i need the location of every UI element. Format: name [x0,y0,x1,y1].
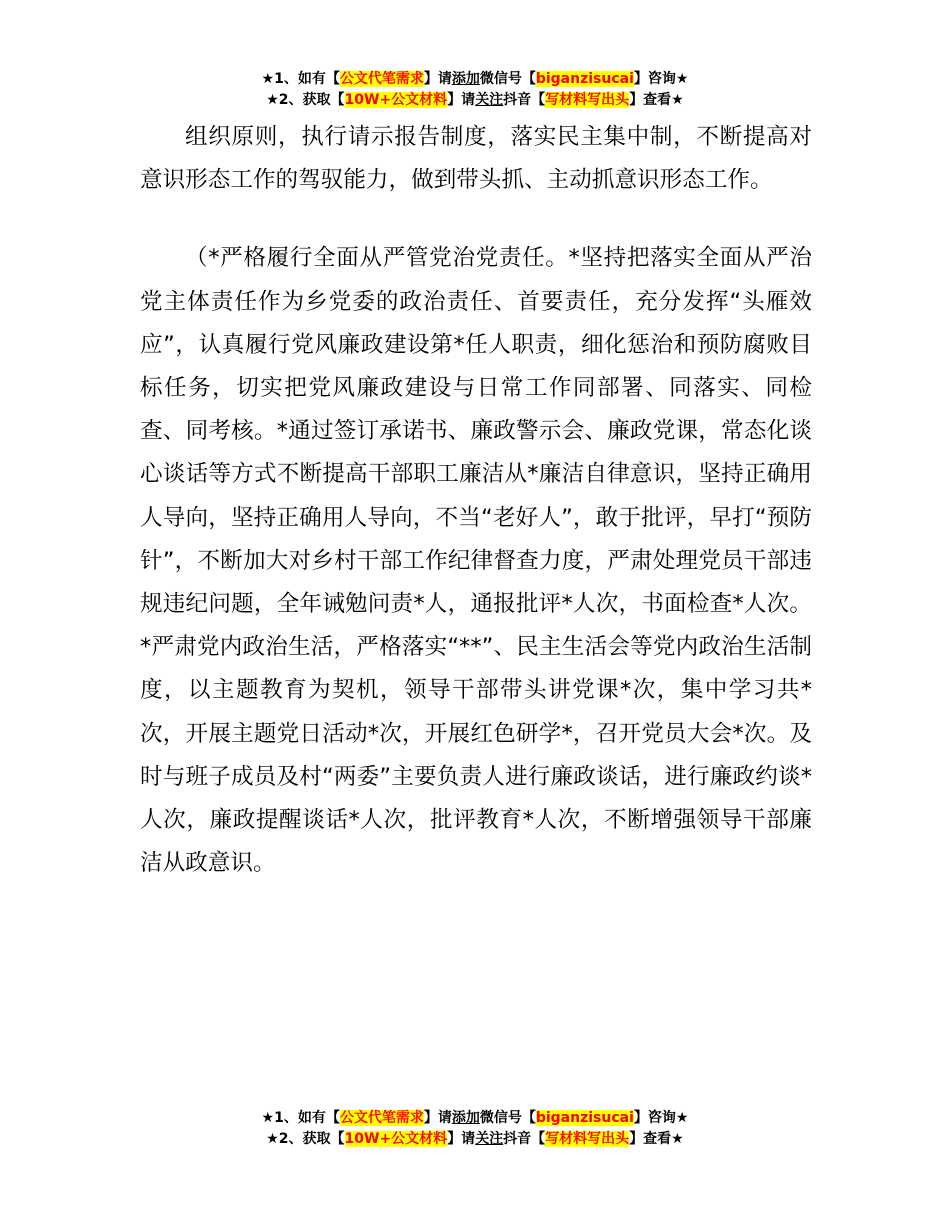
banner-text: 抖音【 [503,1131,546,1147]
banner-text: 】咨询★ [633,71,689,87]
paragraph-2: （*严格履行全面从严管党治党责任。*坚持把落实全面从严治党主体责任作为乡党委的政治责任、首要责任，充分发挥“头雁效应”，认真履行党风廉政建设第*任人职责，细化惩治和预防腐败目标任务，切实把党风廉政建设与日常工作同部署、同落实、同检查、同考核。*通过签订承诺书、廉政警示会、廉政党课，常态化谈心谈话等方式不断提高干部职工廉洁从*廉洁自律意识，坚持正确用人导向，坚持正确用人导向，不当“老好人”，敢于批评，早打“预防针”，不断加大对乡村干部工作纪律督查力度，严肃处理党员干部违规违纪问题，全年诫勉问责*人，通报批评*人次，书面检查*人次。*严肃党内政治生活，严格落实“**”、民主生活会等党内政治生活制度，以主题教育为契机，领导干部带头讲党课*次，集中学习共*次，开展主题党日活动*次，开展红色研学*，召开党员大会*次。及时与班子成员及村“两委”主要负责人进行廉政谈话，进行廉政约谈*人次，廉政提醒谈话*人次，批评教育*人次，不断增强领导干部廉洁从政意识。 [140,245,812,877]
header-banner [0,69,950,111]
banner-highlight: 公文代笔需求 [339,71,424,87]
banner-text: 】查看★ [629,92,684,108]
banner-highlight: 10W+公文材料 [344,1131,448,1147]
banner-text: 】咨询★ [633,1110,689,1126]
document-body [140,116,812,885]
banner-text: 】请 [447,1131,476,1147]
banner-text: ★2、获取【 [266,92,345,108]
banner-highlight: 10W+公文材料 [344,92,448,108]
banner-text: 】查看★ [629,1131,684,1147]
banner-line-2 [0,1129,950,1150]
banner-text: ★2、获取【 [266,1131,345,1147]
banner-text: ★1、如有【 [261,1110,340,1126]
banner-text: 】请 [423,71,452,87]
banner-text: 微信号【 [479,1110,536,1126]
footer-banner [0,1108,950,1150]
banner-underlined-text: 关注 [475,92,504,108]
banner-underlined-text: 添加 [451,71,480,87]
banner-text: 微信号【 [479,71,536,87]
banner-line-1 [0,1108,950,1129]
paragraph-1: 组织原则，执行请示报告制度，落实民主集中制，不断提高对意识形态工作的驾驭能力，做到带头抓、主动抓意识形态工作。 [140,124,812,194]
banner-line-2 [0,90,950,111]
banner-text: ★1、如有【 [261,71,340,87]
banner-highlight: 写材料写出头 [545,92,630,108]
banner-text: 抖音【 [503,92,546,108]
banner-text: 】请 [423,1110,452,1126]
banner-highlight: biganzisucai [535,71,634,87]
banner-line-1 [0,69,950,90]
banner-highlight: biganzisucai [535,1110,634,1126]
banner-underlined-text: 关注 [475,1131,504,1147]
banner-underlined-text: 添加 [451,1110,480,1126]
banner-text: 】请 [447,92,476,108]
banner-highlight: 写材料写出头 [545,1131,630,1147]
banner-highlight: 公文代笔需求 [339,1110,424,1126]
